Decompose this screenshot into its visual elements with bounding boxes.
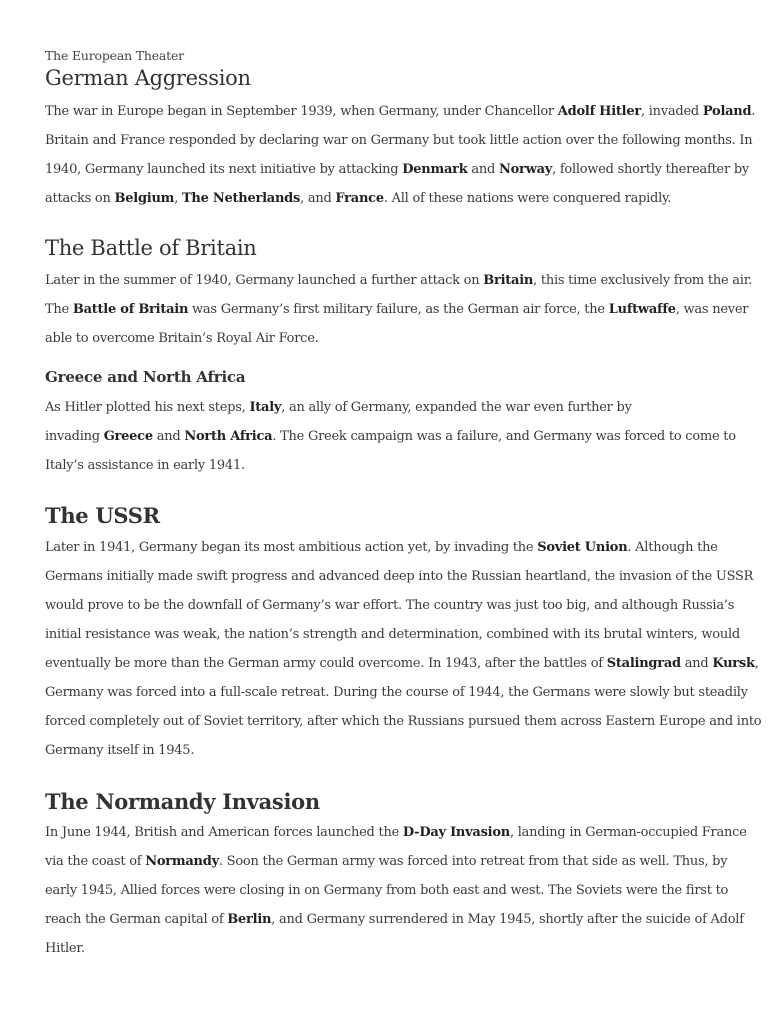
paragraph-line: Germans initially made swift progress and advanced deep into the Russian heartland, the invasion of the USSR: [45, 569, 754, 584]
paragraph-line: forced completely out of Soviet territory, after which the Russians pursued them across Eastern Europe and into: [45, 714, 762, 729]
section-heading-greece-north-africa: Greece and North Africa: [45, 368, 246, 386]
paragraph-line: Germany itself in 1945.: [45, 743, 195, 758]
paragraph-line: The war in Europe began in September 1939, when Germany, under Chancellor Adolf Hitler, invaded Poland.: [45, 104, 756, 119]
section-heading-ussr: The USSR: [45, 503, 160, 528]
paragraph-line: eventually be more than the German army could overcome. In 1943, after the battles of Stalingrad and Kursk,: [45, 656, 759, 671]
keyword-term: Kursk: [712, 656, 755, 671]
paragraph-line: early 1945, Allied forces were closing in on Germany from both east and west. The Soviets were the first to: [45, 883, 729, 898]
paragraph-line: invading Greece and North Africa. The Greek campaign was a failure, and Germany was forced to come to: [45, 429, 736, 444]
paragraph-line: Germany was forced into a full-scale retreat. During the course of 1944, the Germans were slowly but steadily: [45, 685, 748, 700]
paragraph-line: As Hitler plotted his next steps, Italy, an ally of Germany, expanded the war even further by: [45, 400, 632, 415]
paragraph-line: able to overcome Britain’s Royal Air Force.: [45, 331, 319, 346]
paragraph-line: reach the German capital of Berlin, and Germany surrendered in May 1945, shortly after the suicide of Adolf: [45, 912, 744, 927]
keyword-term: Denmark: [402, 162, 468, 177]
section-heading-normandy-invasion: The Normandy Invasion: [45, 789, 320, 814]
paragraph-line: via the coast of Normandy. Soon the German army was forced into retreat from that side as well. Thus, by: [45, 854, 728, 869]
section-heading-german-aggression: German Aggression: [45, 66, 251, 90]
keyword-term: France: [335, 191, 384, 206]
keyword-term: Soviet Union: [537, 540, 628, 555]
paragraph-line: initial resistance was weak, the nation’s strength and determination, combined with its brutal winters, would: [45, 627, 740, 642]
keyword-term: Stalingrad: [606, 656, 681, 671]
keyword-term: D-Day Invasion: [402, 825, 510, 840]
keyword-term: Britain: [483, 273, 534, 288]
keyword-term: Adolf Hitler: [557, 104, 641, 119]
page-kicker: The European Theater: [45, 48, 184, 63]
keyword-term: Poland: [702, 104, 752, 119]
paragraph-line: In June 1944, British and American forces launched the D-Day Invasion, landing in German-occupied France: [45, 825, 747, 840]
keyword-term: The Netherlands: [181, 191, 301, 206]
keyword-term: Luftwaffe: [608, 302, 676, 317]
paragraph-line: would prove to be the downfall of Germany’s war effort. The country was just too big, and although Russia’s: [45, 598, 735, 613]
paragraph-line: Hitler.: [45, 941, 85, 956]
keyword-term: Greece: [103, 429, 153, 444]
paragraph-line: The Battle of Britain was Germany’s first military failure, as the German air force, the Luftwaffe, was never: [45, 302, 749, 317]
paragraph-line: Britain and France responded by declaring war on Germany but took little action over the following months. In: [45, 133, 753, 148]
keyword-term: Normandy: [145, 854, 219, 869]
section-heading-battle-of-britain: The Battle of Britain: [45, 236, 257, 260]
keyword-term: Battle of Britain: [72, 302, 189, 317]
keyword-term: North Africa: [184, 429, 273, 444]
keyword-term: Berlin: [227, 912, 272, 927]
paragraph-line: attacks on Belgium, The Netherlands, and France. All of these nations were conquered rapidly.: [45, 191, 672, 206]
paragraph-line: Later in the summer of 1940, Germany launched a further attack on Britain, this time exclusively from the air.: [45, 273, 753, 288]
paragraph-line: Later in 1941, Germany began its most ambitious action yet, by invading the Soviet Union. Although the: [45, 540, 718, 555]
keyword-term: Belgium: [114, 191, 175, 206]
paragraph-line: 1940, Germany launched its next initiative by attacking Denmark and Norway, followed shortly thereafter by: [45, 162, 750, 177]
keyword-term: Norway: [498, 162, 553, 177]
keyword-term: Italy: [249, 400, 282, 415]
paragraph-line: Italy’s assistance in early 1941.: [45, 458, 245, 473]
